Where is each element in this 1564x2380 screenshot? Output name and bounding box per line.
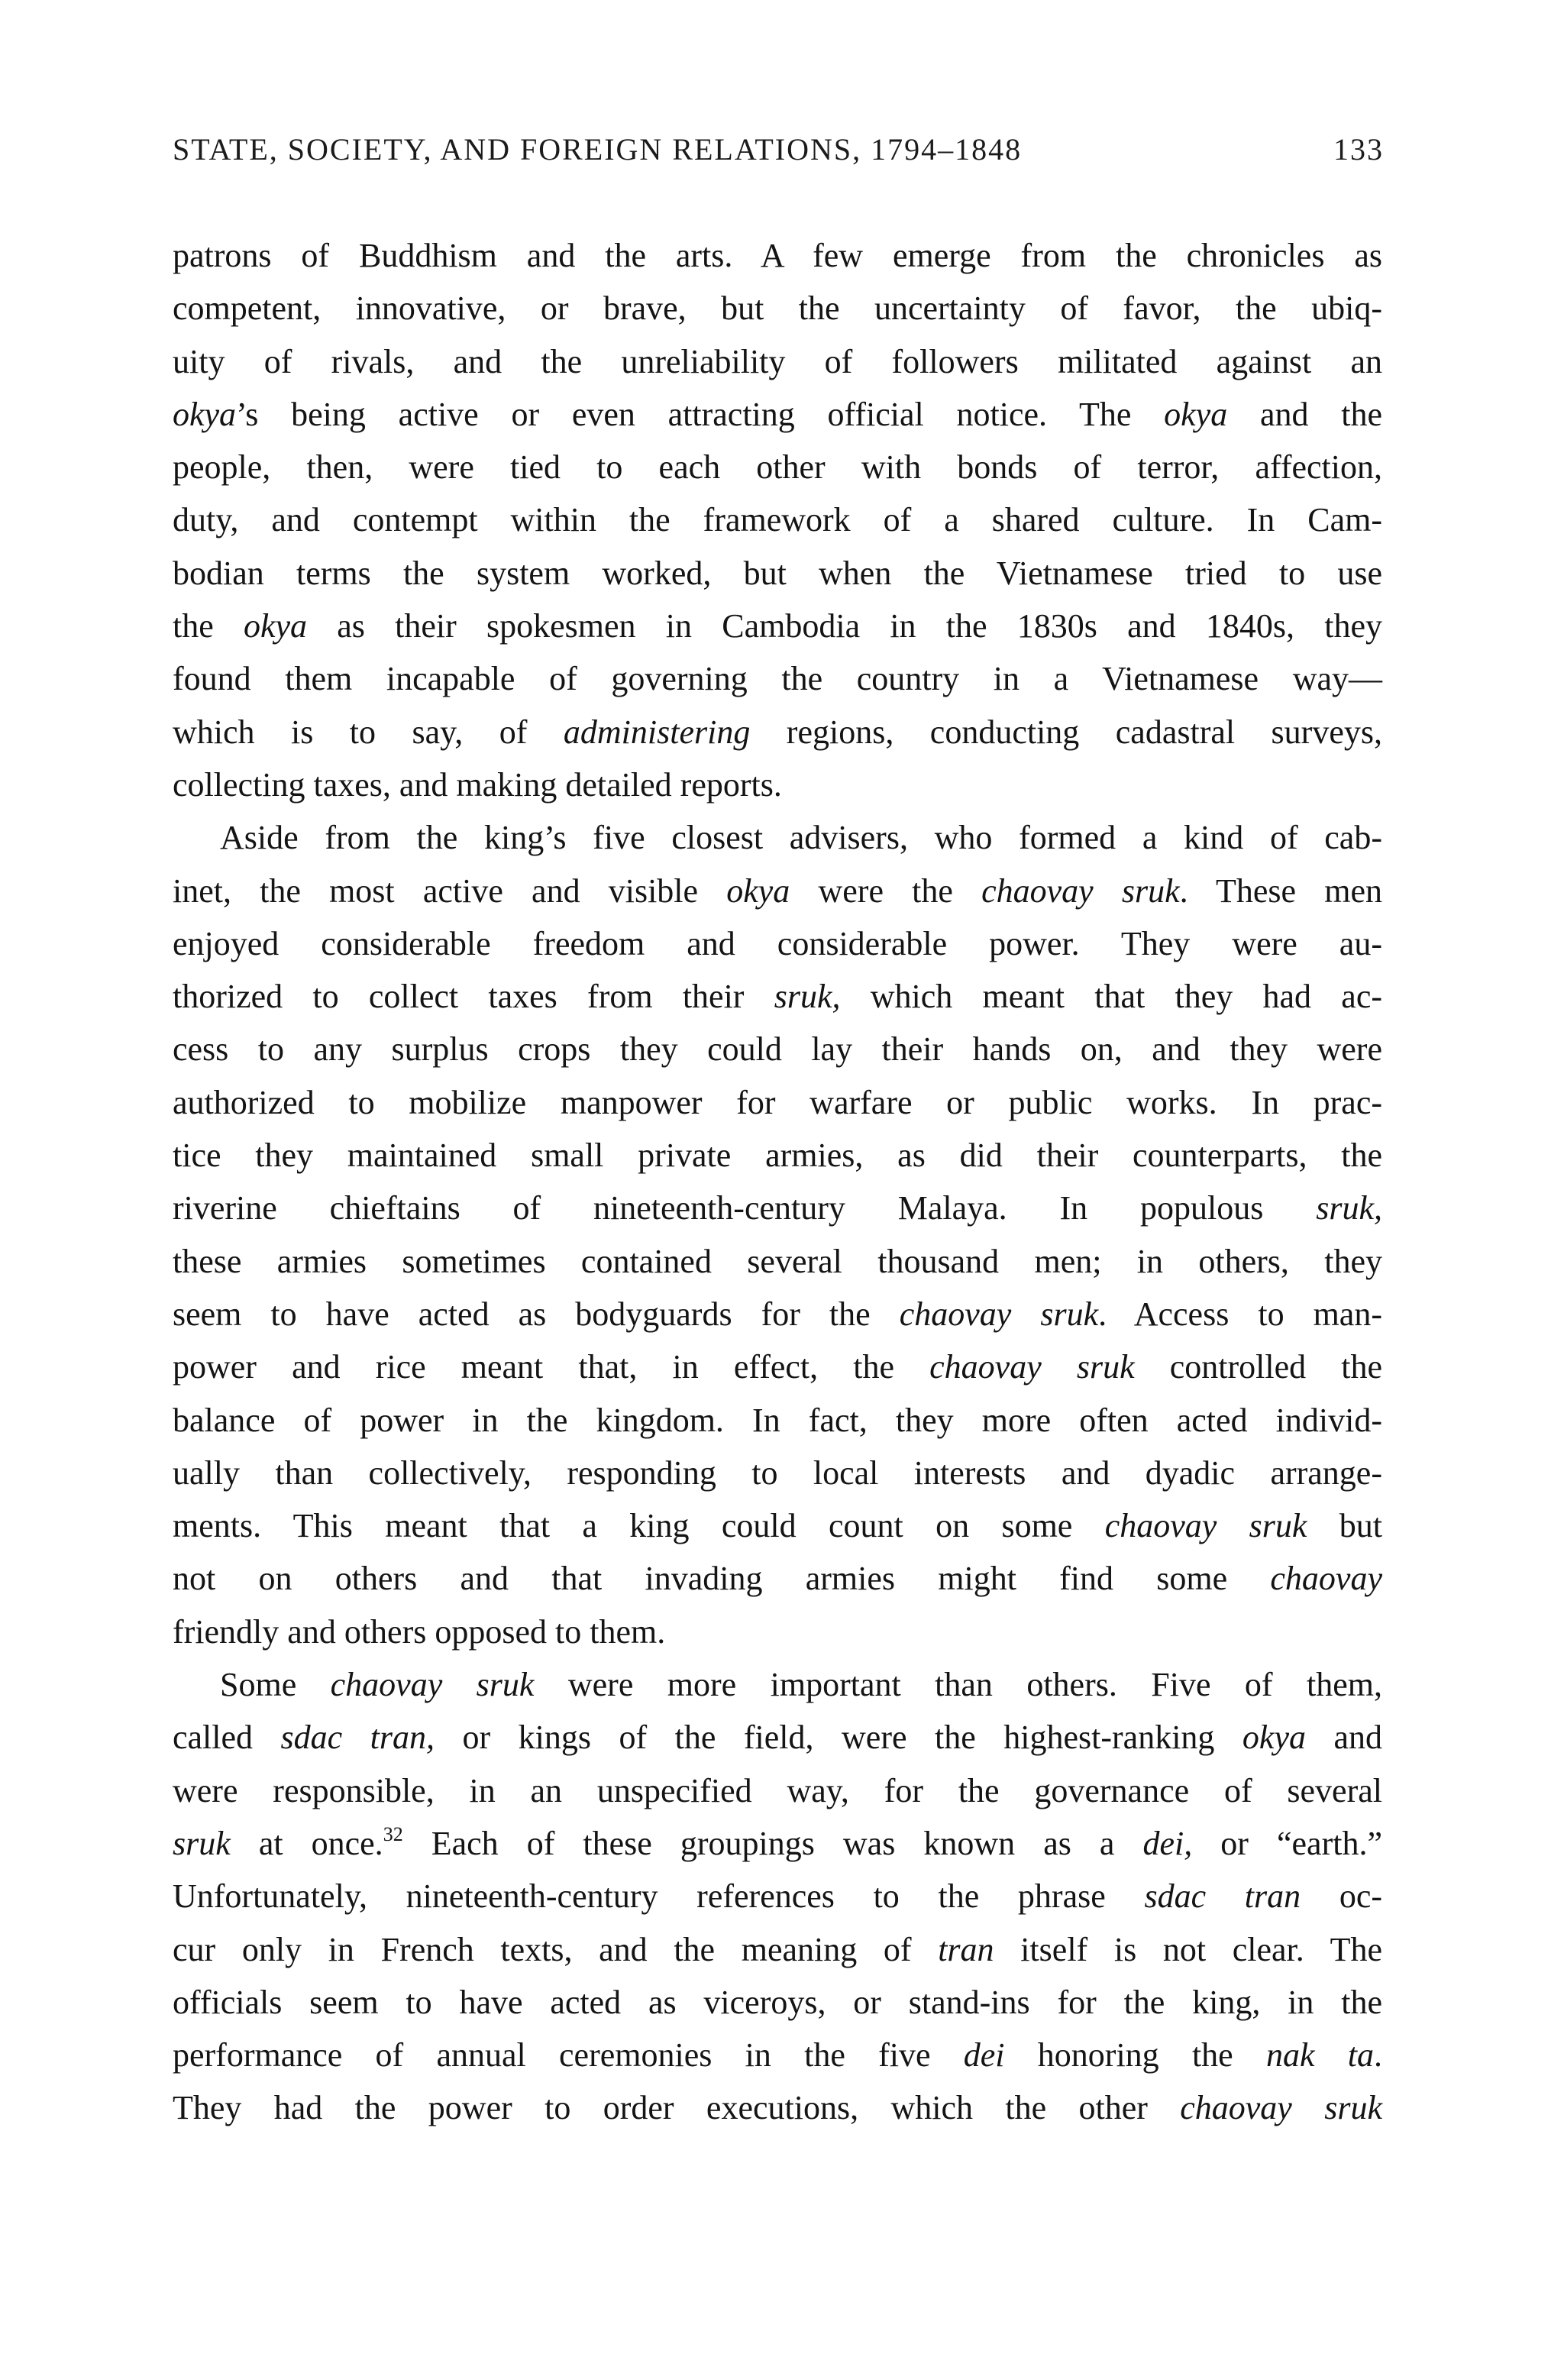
text-line: called sdac tran, or kings of the field, were the highest-ranking okya and [173, 1719, 1383, 1757]
text-line: inet, the most active and visible okya were the chaovay sruk. These men [173, 871, 1382, 910]
text-line: performance of annual ceremonies in the five dei honoring the nak ta. [173, 2036, 1382, 2074]
text-line: bodian terms the system worked, but when the Vietnamese tried to use [173, 554, 1382, 592]
text-line: balance of power in the kingdom. In fact, they more often acted individ- [173, 1401, 1382, 1439]
paragraph-3 [173, 1658, 1382, 2135]
text-line: Unfortunately, nineteenth-century references to the phrase sdac tran oc- [173, 1877, 1383, 1916]
paragraph-1 [173, 229, 1382, 811]
text-line: Aside from the king’s five closest advisers, who formed a kind of cab- [220, 819, 1382, 857]
text-line: collecting taxes, and making detailed reports. [173, 765, 782, 804]
text-line: friendly and others opposed to them. [173, 1612, 666, 1651]
text-line: okya’s being active or even attracting official notice. The okya and the [173, 395, 1382, 433]
text-line: which is to say, of administering regions, conducting cadastral surveys, [173, 713, 1382, 751]
text-line: power and rice meant that, in effect, the chaovay sruk controlled the [173, 1348, 1382, 1386]
text-line: tice they maintained small private armies, as did their counterparts, the [173, 1137, 1382, 1175]
text-line: authorized to mobilize manpower for warfare or public works. In prac- [173, 1083, 1382, 1121]
footnote-ref: 32 [383, 1822, 403, 1845]
text-line: sruk at once.$^{32}$ Each of these groupings was known as a dei, or “earth.” [173, 1822, 1382, 1862]
text-line: uity of rivals, and the unreliability of followers militated against an [173, 342, 1382, 380]
text-line: competent, innovative, or brave, but the uncertainty of favor, the ubiq- [173, 289, 1382, 328]
text-line: Some chaovay sruk were more important than others. Five of them, [220, 1666, 1382, 1704]
text-line: thorized to collect taxes from their sruk, which meant that they had ac- [173, 978, 1383, 1016]
text-line: ments. This meant that a king could count on some chaovay sruk but [173, 1507, 1382, 1545]
text-line: ually than collectively, responding to local interests and dyadic arrange- [173, 1454, 1382, 1492]
paragraph-2 [173, 811, 1382, 1658]
text-line: found them incapable of governing the country in a Vietnamese way— [173, 660, 1382, 698]
running-head [173, 131, 1384, 167]
body-text [173, 229, 1382, 2135]
text-line: riverine chieftains of nineteenth-century Malaya. In populous sruk, [173, 1189, 1382, 1227]
text-line: They had the power to order executions, which the other chaovay sruk [173, 2089, 1382, 2127]
text-line: cess to any surplus crops they could lay their hands on, and they were [173, 1030, 1382, 1069]
text-line: were responsible, in an unspecified way, for the governance of several [173, 1771, 1382, 1809]
text-line: seem to have acted as bodyguards for the chaovay sruk. Access to man- [173, 1295, 1382, 1333]
page-number: 133 [1333, 132, 1384, 167]
text-line: these armies sometimes contained several thousand men; in others, they [173, 1242, 1382, 1280]
running-title: STATE, SOCIETY, AND FOREIGN RELATIONS, 1794–1848 [173, 132, 1023, 167]
text-line: not on others and that invading armies might find some chaovay [173, 1560, 1382, 1598]
text-line: cur only in French texts, and the meaning of tran itself is not clear. The [173, 1930, 1383, 1968]
text-line: the okya as their spokesmen in Cambodia in the 1830s and 1840s, they [173, 607, 1382, 645]
text-line: patrons of Buddhism and the arts. A few emerge from the chronicles as [173, 237, 1382, 274]
text-line: people, then, were tied to each other with bonds of terror, affection, [173, 448, 1382, 487]
text-line: duty, and contempt within the framework of a shared culture. In Cam- [173, 501, 1382, 539]
text-line: enjoyed considerable freedom and considerable power. They were au- [173, 924, 1382, 962]
text-line: officials seem to have acted as viceroys, or stand-ins for the king, in the [173, 1983, 1382, 2021]
